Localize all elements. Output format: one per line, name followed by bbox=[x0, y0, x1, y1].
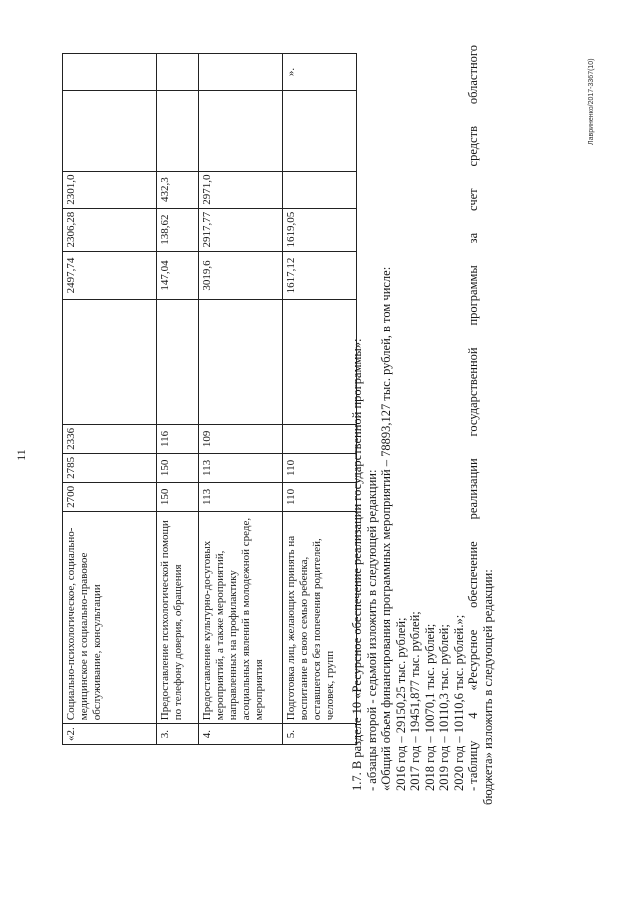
cell: 1619,05 bbox=[283, 208, 357, 251]
cell: 116 bbox=[157, 424, 199, 453]
cell: 147,04 bbox=[157, 251, 199, 300]
amendment-text bbox=[350, 45, 495, 805]
word: счет bbox=[466, 188, 480, 211]
cell: 2917,77 bbox=[199, 208, 283, 251]
table-row bbox=[157, 54, 199, 745]
cell: 2301,0 bbox=[63, 171, 157, 208]
cell: 109 bbox=[199, 424, 283, 453]
row-name: Подготовка лиц, желающих принять на воспитание в свою семью ребенка, оставшегося без попечения родителей, человек, групп bbox=[283, 511, 357, 723]
cell: 2306,28 bbox=[63, 208, 157, 251]
row-number: 4. bbox=[199, 724, 283, 745]
cell: 138,62 bbox=[157, 208, 199, 251]
cell bbox=[283, 171, 357, 208]
word: средств bbox=[466, 126, 480, 167]
cell bbox=[199, 54, 283, 91]
cell bbox=[199, 90, 283, 171]
cell bbox=[199, 300, 283, 424]
word: государственной bbox=[466, 347, 480, 437]
year-line: 2018 год – 10070,1 тыс. рублей; bbox=[422, 623, 437, 791]
cell: 150 bbox=[157, 453, 199, 482]
word: «Ресурсное bbox=[466, 629, 480, 691]
cell: 3019,6 bbox=[199, 251, 283, 300]
cell bbox=[63, 54, 157, 91]
word: 4 bbox=[466, 712, 480, 719]
row-name: Социально-психологическое, социально-медицинское и социально-правовое обслуживание, консультации bbox=[63, 511, 157, 723]
cell: 150 bbox=[157, 482, 199, 511]
word: за bbox=[466, 232, 480, 244]
cell bbox=[283, 300, 357, 424]
row-name: Предоставление психологической помощи по телефону доверия, обращения bbox=[157, 511, 199, 723]
cell: 110 bbox=[283, 453, 357, 482]
paragraph: «Общий объем финансирования программных мероприятий – 78893,127 тыс. рублей, в том числе: bbox=[379, 266, 393, 791]
page-number: 11 bbox=[14, 449, 28, 461]
word: программы bbox=[466, 265, 480, 326]
cell bbox=[63, 300, 157, 424]
program-table bbox=[62, 53, 357, 745]
cell: 2700 bbox=[63, 482, 157, 511]
cell: 2336 bbox=[63, 424, 157, 453]
year-line: 2017 год – 19451,877 тыс. рублей; bbox=[408, 611, 422, 791]
cell: 110 bbox=[283, 482, 357, 511]
cell bbox=[283, 90, 357, 171]
paragraph-justified bbox=[466, 45, 481, 805]
closing-quote: ». bbox=[283, 54, 357, 91]
cell: 113 bbox=[199, 482, 283, 511]
paragraph: - абзацы второй - седьмой изложить в следующей редакции: bbox=[364, 469, 379, 791]
table-row bbox=[63, 54, 157, 745]
table-row bbox=[199, 54, 283, 745]
row-number: 5. bbox=[283, 724, 357, 745]
word: реализации bbox=[466, 458, 480, 520]
cell: 1617,12 bbox=[283, 251, 357, 300]
word: обеспечение bbox=[466, 541, 480, 608]
table-row bbox=[283, 54, 357, 745]
row-number: 3. bbox=[157, 724, 199, 745]
cell bbox=[157, 300, 199, 424]
paragraph: 1.7. В разделе 10 «Ресурсное обеспечение реализации государственной программы»: bbox=[350, 338, 364, 791]
cell: 113 bbox=[199, 453, 283, 482]
cell bbox=[157, 54, 199, 91]
paragraph: бюджета» изложить в следующей редакции: bbox=[480, 569, 495, 805]
document-id: Лавриненко/2017-3367(10) bbox=[588, 58, 595, 145]
word: областного bbox=[466, 45, 480, 105]
cell: 2971,0 bbox=[199, 171, 283, 208]
year-line: 2016 год – 29150,25 тыс. рублей; bbox=[393, 617, 408, 791]
word: - таблицу bbox=[466, 740, 480, 791]
row-name: Предоставление культурно-досуговых мероприятий, а также мероприятий, направленных на профилактику асоциальных явлений в молодежной среде, мероприятия bbox=[199, 511, 283, 723]
year-line: 2019 год – 10110,3 тыс. рублей; bbox=[437, 624, 451, 791]
cell: 432,3 bbox=[157, 171, 199, 208]
cell: 2785 bbox=[63, 453, 157, 482]
cell bbox=[157, 90, 199, 171]
cell bbox=[63, 90, 157, 171]
cell: 2497,74 bbox=[63, 251, 157, 300]
cell bbox=[283, 424, 357, 453]
year-line: 2020 год – 10110,6 тыс. рублей.»; bbox=[451, 614, 466, 791]
row-number: «2. bbox=[63, 724, 157, 745]
